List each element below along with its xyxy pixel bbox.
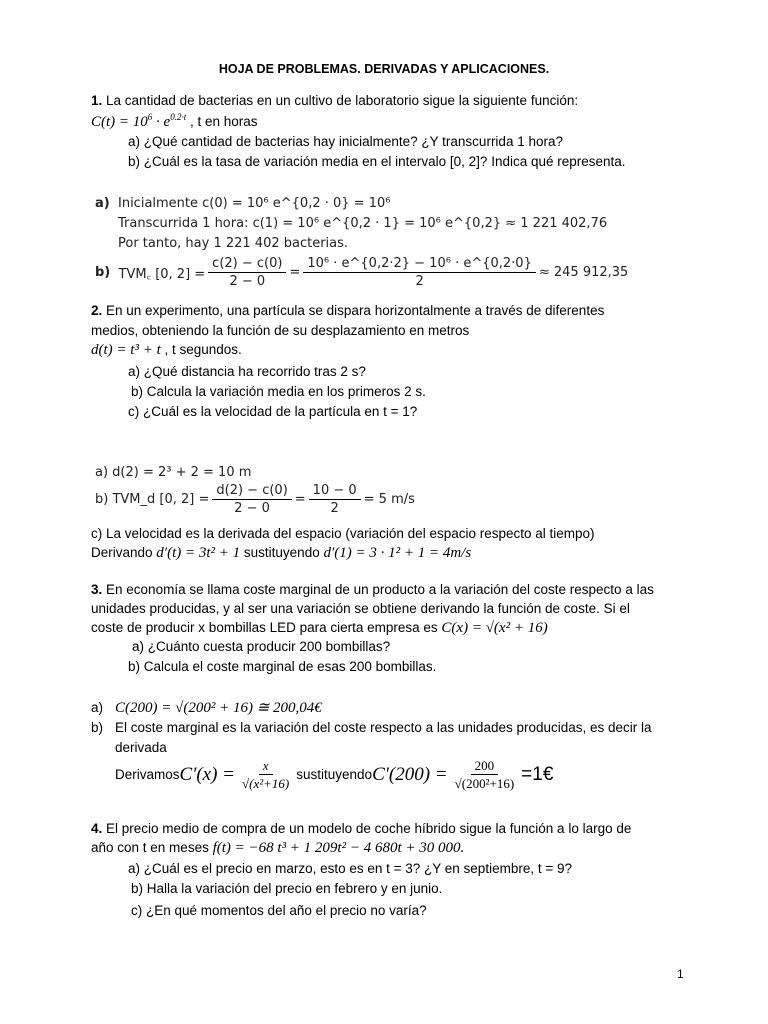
solution-2c-line2: Derivando d′(t) = 3t² + 1 sustituyendo d′(1) = 3 · 1² + 1 = 4m/s [91,545,472,561]
solution-3a: C(200) = √(200² + 16) ≅ 200,04€ [115,700,322,716]
fraction: $\frac{10 - 0}{2}$ [309,483,361,516]
problem-number: 2. [91,303,103,318]
solution-1a-line3: Por tanto, hay 1 221 402 bacterias. [118,236,349,251]
problem-number: 3. [91,582,103,597]
problem-number: 4. [91,821,103,836]
solution-2a: a) d(2) = 2³ + 2 = 10 m [95,465,252,480]
problem-1-statement [91,93,578,108]
problem-2-statement-line1: 2. En un experimento, una partícula se dispara horizontalmente a través de diferentes [91,303,605,318]
problem-4-statement-line1: 4. El precio medio de compra de un modelo de coche híbrido sigue la función a lo largo de [91,821,632,836]
fraction: $\frac{d(2) - c(0)}{2 - 0}$ [212,483,291,516]
solution-3a-label: a) [91,700,104,715]
question-4c: c) ¿En qué momentos del año el precio no varía? [131,903,427,918]
fraction: $\frac{\text{10⁶ · e\textasciicircum{}\{0,2·2\} − 10⁶ · e\textasciicircum{}\{0,2·0\}}}{2}$ [303,256,535,289]
problem-text: La cantidad de bacterias en un cultivo de laboratorio sigue la siguiente función: [106,93,579,108]
solution-1a-label: a) [95,196,110,211]
question-1b: b) ¿Cuál es la tasa de variación media en el intervalo [0, 2]? Indica qué representa. [128,154,626,169]
problem-3-statement-line3: coste de producir x bombillas LED para cierta empresa es C(x) = √(x² + 16) [91,620,548,636]
page-title: HOJA DE PROBLEMAS. DERIVADAS Y APLICACIONES. [218,62,550,76]
problem-2-formula: d(t) = t³ + t , t segundos. [91,342,242,358]
problem-number: 1. [91,93,103,108]
solution-3b-derivative: Derivamos C′(x) = $\frac{x}{\text{√(x²+16)}}$ sustituyendo C′(200) = $\frac{200}{\text{√(200²+16)}}$ =1€ [115,758,554,791]
problem-2-statement-line2: medios, obteniendo la función de su desplazamiento en metros [91,323,470,338]
fraction: $\frac{c(2) - c(0)}{2 - 0}$ [208,256,286,289]
solution-3b-label: b) [91,720,104,735]
solution-1a-line2: Transcurrida 1 hora: c(1) = 10⁶ e^{0,2 · 1} = 10⁶ e^{0,2} ≈ 1 221 402,76 [118,216,608,231]
question-3a: a) ¿Cuánto cuesta producir 200 bombillas? [132,639,391,654]
question-2b: b) Calcula la variación media en los primeros 2 s. [131,384,426,399]
question-3b: b) Calcula el coste marginal de esas 200 bombillas. [128,659,437,674]
solution-3b-line2: derivada [115,740,167,755]
solution-2c-line1: c) La velocidad es la derivada del espacio (variación del espacio respecto al tiempo) [91,526,595,541]
question-4b: b) Halla la variación del precio en febrero y en junio. [131,881,443,896]
fraction: $\frac{x}{\text{√(x²+16)}}$ [242,758,290,791]
solution-1b: b) TVM꜀ [0, 2] = $\frac{c(2) - c(0)}{2 - 0}$ = $\frac{\text{10⁶ · e\textasciicircum{}\{0,2·2\} − 10⁶ · e\textasciicircum{}\{0,2·0\}}}{2}$ ≈ 245 912,35 [95,256,629,289]
problem-4-statement-line2: año con t en meses f(t) = −68 t³ + 1 209t² − 4 680t + 30 000. [91,840,465,856]
solution-2b: b) TVM_d [0, 2] = $\frac{d(2) - c(0)}{2 - 0}$ = $\frac{10 - 0}{2}$ = 5 m/s [95,483,415,516]
solution-3b-line1: El coste marginal es la variación del coste respecto a las unidades producidas, es decir la [115,720,652,735]
problem-1-formula: $C(t) = 10^6 \cdot e^{0.2\cdot t}$ , t en horas [91,112,258,130]
question-2c: c) ¿Cuál es la velocidad de la partícula en t = 1? [128,404,418,419]
question-1a: a) ¿Qué cantidad de bacterias hay inicialmente? ¿Y transcurrida 1 hora? [128,134,563,149]
solution-1a-line1: Inicialmente c(0) = 10⁶ e^{0,2 · 0} = 10⁶ [118,196,391,211]
page-number: 1 [677,967,684,981]
question-4a: a) ¿Cuál es el precio en marzo, esto es en t = 3? ¿Y en septiembre, t = 9? [128,861,572,876]
problem-3-statement-line1: 3. En economía se llama coste marginal de un producto a la variación del coste respecto a las [91,582,654,597]
fraction: $\frac{200}{\text{√(200²+16)}}$ [454,758,515,791]
question-2a: a) ¿Qué distancia ha recorrido tras 2 s? [128,364,366,379]
problem-3-statement-line2: unidades producidas, y al ser una variación se obtiene derivando la función de coste. Si el [91,601,630,616]
